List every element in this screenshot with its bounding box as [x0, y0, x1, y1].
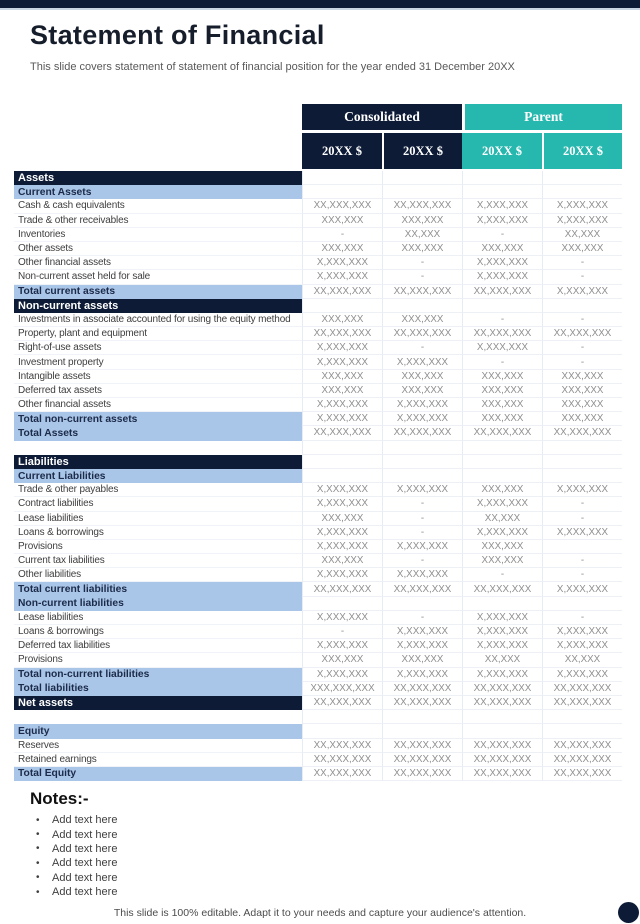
cell-value: - [462, 228, 542, 242]
cell-value: XX,XXX,XXX [302, 327, 382, 341]
table-row [14, 597, 622, 611]
cell-value [542, 710, 622, 724]
subsection-header: Equity [14, 724, 302, 738]
cell-value: XXX,XXX [542, 370, 622, 384]
cell-value: X,XXX,XXX [302, 256, 382, 270]
cell-value: XX,XXX [462, 653, 542, 667]
cell-value: X,XXX,XXX [462, 668, 542, 682]
cell-value: X,XXX,XXX [302, 526, 382, 540]
line-item-label: Other liabilities [14, 568, 302, 582]
table-row [14, 739, 622, 753]
cell-value: - [382, 512, 462, 526]
line-item-label: Contract liabilities [14, 497, 302, 511]
cell-value: X,XXX,XXX [382, 668, 462, 682]
cell-value: XXX,XXX [302, 214, 382, 228]
financial-position-table [14, 104, 622, 781]
table-row [14, 497, 622, 511]
cell-value: - [542, 497, 622, 511]
table-row [14, 512, 622, 526]
cell-value: XXX,XXX [382, 313, 462, 327]
gap-row-label [14, 710, 302, 724]
table-row [14, 398, 622, 412]
cell-value: XXX,XXX [302, 313, 382, 327]
cell-value: - [542, 512, 622, 526]
table-column-header-row [14, 133, 622, 169]
table-row [14, 469, 622, 483]
cell-value: X,XXX,XXX [462, 199, 542, 213]
cell-value: XXX,XXX [542, 412, 622, 426]
table-row [14, 653, 622, 667]
cell-value: X,XXX,XXX [462, 625, 542, 639]
cell-value: X,XXX,XXX [382, 568, 462, 582]
note-item-text: Add text here [52, 814, 118, 827]
cell-value: X,XXX,XXX [542, 639, 622, 653]
cell-value [382, 710, 462, 724]
cell-value [542, 455, 622, 469]
cell-value [542, 597, 622, 611]
cell-value: X,XXX,XXX [302, 497, 382, 511]
table-row [14, 710, 622, 724]
cell-value [302, 597, 382, 611]
cell-value: XX,XXX,XXX [302, 739, 382, 753]
note-item [36, 871, 117, 885]
line-item-label: Current tax liabilities [14, 554, 302, 568]
line-item-label: Cash & cash equivalents [14, 199, 302, 213]
cell-value: XX,XXX [542, 228, 622, 242]
table-row [14, 682, 622, 696]
line-item-label: Deferred tax liabilities [14, 639, 302, 653]
cell-value: XX,XXX,XXX [382, 199, 462, 213]
line-item-label: Deferred tax assets [14, 384, 302, 398]
cell-value: XXX,XXX [462, 398, 542, 412]
subsection-header: Total liabilities [14, 682, 302, 696]
table-row [14, 270, 622, 284]
cell-value [302, 299, 382, 313]
cell-value: XX,XXX,XXX [382, 682, 462, 696]
section-header: Assets [14, 171, 302, 185]
cell-value: XX,XXX,XXX [302, 426, 382, 440]
section-header: Non-current assets [14, 299, 302, 313]
table-row [14, 767, 622, 781]
cell-value: XX,XXX,XXX [302, 753, 382, 767]
note-item [36, 856, 117, 870]
cell-value: XXX,XXX,XXX [302, 682, 382, 696]
note-item [36, 842, 117, 856]
cell-value: XX,XXX,XXX [462, 682, 542, 696]
cell-value [302, 724, 382, 738]
cell-value [542, 185, 622, 199]
cell-value: XX,XXX,XXX [542, 696, 622, 710]
subsection-header: Total non-current assets [14, 412, 302, 426]
cell-value [542, 724, 622, 738]
cell-value: XX,XXX,XXX [382, 582, 462, 596]
cell-value [302, 171, 382, 185]
cell-value: - [542, 270, 622, 284]
table-row [14, 483, 622, 497]
cell-value: XXX,XXX [382, 242, 462, 256]
cell-value: XX,XXX,XXX [462, 767, 542, 781]
cell-value: X,XXX,XXX [302, 483, 382, 497]
cell-value: XX,XXX [542, 653, 622, 667]
line-item-label: Other assets [14, 242, 302, 256]
table-row [14, 554, 622, 568]
table-row [14, 724, 622, 738]
cell-value: - [302, 228, 382, 242]
cell-value: X,XXX,XXX [462, 256, 542, 270]
cell-value: X,XXX,XXX [302, 412, 382, 426]
column-header: 20XX $ [382, 133, 462, 169]
cell-value: XX,XXX,XXX [382, 327, 462, 341]
subsection-header: Total Assets [14, 426, 302, 440]
section-header: Liabilities [14, 455, 302, 469]
cell-value: XXX,XXX [302, 384, 382, 398]
cell-value: XXX,XXX [542, 384, 622, 398]
cell-value: XXX,XXX [302, 512, 382, 526]
cell-value [302, 441, 382, 455]
cell-value: X,XXX,XXX [302, 270, 382, 284]
cell-value [542, 299, 622, 313]
line-item-label: Reserves [14, 739, 302, 753]
cell-value: XX,XXX,XXX [462, 285, 542, 299]
cell-value [542, 540, 622, 554]
cell-value: X,XXX,XXX [542, 199, 622, 213]
cell-value [382, 171, 462, 185]
cell-value: - [382, 611, 462, 625]
cell-value [382, 441, 462, 455]
note-item [36, 827, 117, 841]
cell-value: X,XXX,XXX [382, 625, 462, 639]
cell-value: XX,XXX,XXX [462, 739, 542, 753]
cell-value: XXX,XXX [382, 370, 462, 384]
cell-value: XXX,XXX [462, 242, 542, 256]
cell-value: XX,XXX,XXX [302, 199, 382, 213]
cell-value [302, 710, 382, 724]
bullet-icon: • [36, 857, 40, 869]
cell-value: X,XXX,XXX [462, 639, 542, 653]
line-item-label: Inventories [14, 228, 302, 242]
subsection-header: Total Equity [14, 767, 302, 781]
cell-value: - [382, 554, 462, 568]
cell-value: - [382, 256, 462, 270]
section-header: Net assets [14, 696, 302, 710]
subsection-header: Total non-current liabilities [14, 668, 302, 682]
cell-value: X,XXX,XXX [382, 355, 462, 369]
cell-value: - [382, 270, 462, 284]
cell-value: XX,XXX,XXX [542, 767, 622, 781]
cell-value: XXX,XXX [462, 554, 542, 568]
table-row [14, 228, 622, 242]
cell-value: XX,XXX,XXX [382, 753, 462, 767]
cell-value: X,XXX,XXX [462, 497, 542, 511]
table-row [14, 455, 622, 469]
table-row [14, 341, 622, 355]
cell-value: XX,XXX,XXX [462, 582, 542, 596]
cell-value: - [382, 497, 462, 511]
cell-value: XXX,XXX [302, 653, 382, 667]
page-title: Statement of Financial [30, 20, 325, 50]
cell-value: XX,XXX,XXX [542, 739, 622, 753]
cell-value: XXX,XXX [462, 412, 542, 426]
cell-value [302, 455, 382, 469]
column-header: 20XX $ [462, 133, 542, 169]
line-item-label: Provisions [14, 540, 302, 554]
cell-value: XX,XXX,XXX [382, 426, 462, 440]
table-row [14, 625, 622, 639]
line-item-label: Trade & other payables [14, 483, 302, 497]
table-row [14, 185, 622, 199]
cell-value: XXX,XXX [382, 384, 462, 398]
cell-value: XX,XXX,XXX [542, 426, 622, 440]
line-item-label: Trade & other receivables [14, 214, 302, 228]
cell-value: XX,XXX,XXX [462, 753, 542, 767]
bullet-icon: • [36, 843, 40, 855]
bullet-icon: • [36, 814, 40, 826]
cell-value: XX,XXX,XXX [462, 696, 542, 710]
cell-value: X,XXX,XXX [302, 540, 382, 554]
table-row [14, 242, 622, 256]
table-group-header-row [14, 104, 622, 130]
cell-value [542, 441, 622, 455]
cell-value: XX,XXX,XXX [542, 753, 622, 767]
cell-value: X,XXX,XXX [542, 625, 622, 639]
table-row [14, 540, 622, 554]
note-item-text: Add text here [52, 886, 118, 899]
cell-value: - [382, 341, 462, 355]
cell-value [382, 455, 462, 469]
cell-value: XX,XXX,XXX [302, 767, 382, 781]
table-row [14, 568, 622, 582]
line-item-label: Investment property [14, 355, 302, 369]
note-item [36, 813, 117, 827]
cell-value [302, 185, 382, 199]
cell-value: - [542, 341, 622, 355]
cell-value: XXX,XXX [542, 242, 622, 256]
cell-value [462, 455, 542, 469]
cell-value: XX,XXX,XXX [382, 739, 462, 753]
column-header: 20XX $ [302, 133, 382, 169]
notes-title: Notes:- [30, 789, 89, 808]
cell-value: XX,XXX [462, 512, 542, 526]
table-row [14, 370, 622, 384]
table-row [14, 285, 622, 299]
cell-value [382, 724, 462, 738]
table-row [14, 313, 622, 327]
cell-value [382, 299, 462, 313]
cell-value: XX,XXX,XXX [382, 696, 462, 710]
cell-value: X,XXX,XXX [542, 285, 622, 299]
cell-value: XX,XXX [382, 228, 462, 242]
page-subtitle: This slide covers statement of statement of financial position for the year ended 31 December 20XX [30, 61, 515, 73]
cell-value: X,XXX,XXX [382, 540, 462, 554]
cell-value: - [462, 313, 542, 327]
group-header-parent: Parent [462, 104, 622, 130]
cell-value: X,XXX,XXX [302, 355, 382, 369]
cell-value: X,XXX,XXX [382, 398, 462, 412]
cell-value: XXX,XXX [302, 242, 382, 256]
cell-value: - [462, 568, 542, 582]
top-accent-bar [0, 0, 640, 8]
cell-value: X,XXX,XXX [462, 214, 542, 228]
cell-value [462, 185, 542, 199]
table-row [14, 327, 622, 341]
table-row [14, 299, 622, 313]
table-row [14, 526, 622, 540]
cell-value: X,XXX,XXX [302, 668, 382, 682]
cell-value: X,XXX,XXX [462, 270, 542, 284]
note-item-text: Add text here [52, 871, 118, 884]
cell-value: X,XXX,XXX [382, 639, 462, 653]
cell-value: X,XXX,XXX [302, 341, 382, 355]
subsection-header: Current Assets [14, 185, 302, 199]
cell-value [382, 469, 462, 483]
cell-value: X,XXX,XXX [542, 668, 622, 682]
cell-value: - [542, 554, 622, 568]
bullet-icon: • [36, 872, 40, 884]
cell-value: XX,XXX,XXX [542, 682, 622, 696]
cell-value: XXX,XXX [462, 370, 542, 384]
cell-value [462, 469, 542, 483]
cell-value: X,XXX,XXX [302, 639, 382, 653]
cell-value: X,XXX,XXX [462, 526, 542, 540]
cell-value: - [542, 568, 622, 582]
line-item-label: Other financial assets [14, 398, 302, 412]
cell-value: XXX,XXX [462, 540, 542, 554]
line-item-label: Investments in associate accounted for using the equity method [14, 313, 302, 327]
cell-value: - [542, 611, 622, 625]
cell-value: XXX,XXX [302, 554, 382, 568]
table-row [14, 753, 622, 767]
line-item-label: Lease liabilities [14, 512, 302, 526]
bullet-icon: • [36, 886, 40, 898]
cell-value: X,XXX,XXX [462, 341, 542, 355]
subsection-header: Current Liabilities [14, 469, 302, 483]
cell-value: - [302, 625, 382, 639]
cell-value: XX,XXX,XXX [542, 327, 622, 341]
line-item-label: Loans & borrowings [14, 625, 302, 639]
line-item-label: Retained earnings [14, 753, 302, 767]
cell-value [382, 597, 462, 611]
cell-value [542, 469, 622, 483]
cell-value: X,XXX,XXX [542, 214, 622, 228]
table-row [14, 199, 622, 213]
cell-value [462, 171, 542, 185]
table-row [14, 214, 622, 228]
table-row [14, 384, 622, 398]
cell-value: - [382, 526, 462, 540]
cell-value: XX,XXX,XXX [382, 767, 462, 781]
cell-value: XX,XXX,XXX [302, 285, 382, 299]
note-item-text: Add text here [52, 842, 118, 855]
line-item-label: Other financial assets [14, 256, 302, 270]
cell-value [462, 441, 542, 455]
table-row [14, 639, 622, 653]
corner-dot-decoration [618, 902, 639, 923]
cell-value: - [462, 355, 542, 369]
cell-value [462, 724, 542, 738]
cell-value: X,XXX,XXX [462, 611, 542, 625]
cell-value [302, 469, 382, 483]
cell-value: X,XXX,XXX [302, 568, 382, 582]
bullet-icon: • [36, 829, 40, 841]
table-row [14, 426, 622, 440]
table-row [14, 441, 622, 455]
top-accent-underline [0, 8, 640, 10]
cell-value: XX,XXX,XXX [302, 696, 382, 710]
subsection-header: Total current liabilities [14, 582, 302, 596]
cell-value: XXX,XXX [382, 214, 462, 228]
table-row [14, 412, 622, 426]
line-item-label: Lease liabilities [14, 611, 302, 625]
cell-value: X,XXX,XXX [302, 398, 382, 412]
column-header: 20XX $ [542, 133, 622, 169]
cell-value: XXX,XXX [382, 653, 462, 667]
cell-value: X,XXX,XXX [542, 582, 622, 596]
cell-value: XXX,XXX [542, 398, 622, 412]
group-header-consolidated: Consolidated [302, 104, 462, 130]
cell-value: X,XXX,XXX [382, 412, 462, 426]
cell-value: - [542, 313, 622, 327]
table-row [14, 582, 622, 596]
table-body [14, 171, 622, 781]
cell-value [462, 299, 542, 313]
cell-value: XXX,XXX [462, 483, 542, 497]
cell-value: XX,XXX,XXX [462, 426, 542, 440]
line-item-label: Property, plant and equipment [14, 327, 302, 341]
table-row [14, 256, 622, 270]
line-item-label: Provisions [14, 653, 302, 667]
gap-row-label [14, 441, 302, 455]
cell-value: XX,XXX,XXX [382, 285, 462, 299]
cell-value [382, 185, 462, 199]
note-item [36, 885, 117, 899]
cell-value: XX,XXX,XXX [302, 582, 382, 596]
cell-value: X,XXX,XXX [542, 483, 622, 497]
cell-value: X,XXX,XXX [382, 483, 462, 497]
cell-value: XXX,XXX [302, 370, 382, 384]
note-item-text: Add text here [52, 857, 118, 870]
cell-value [462, 597, 542, 611]
subsection-header: Non-current liabilities [14, 597, 302, 611]
table-row [14, 171, 622, 185]
table-row [14, 611, 622, 625]
footer-text: This slide is 100% editable. Adapt it to your needs and capture your audience's attention. [113, 907, 527, 919]
cell-value: XXX,XXX [462, 384, 542, 398]
cell-value: - [542, 355, 622, 369]
note-item-text: Add text here [52, 828, 118, 841]
line-item-label: Loans & borrowings [14, 526, 302, 540]
subsection-header: Total current assets [14, 285, 302, 299]
line-item-label: Intangible assets [14, 370, 302, 384]
cell-value: X,XXX,XXX [542, 526, 622, 540]
table-row [14, 696, 622, 710]
cell-value [462, 710, 542, 724]
table-row [14, 355, 622, 369]
cell-value: - [542, 256, 622, 270]
cell-value: X,XXX,XXX [302, 611, 382, 625]
line-item-label: Non-current asset held for sale [14, 270, 302, 284]
cell-value [542, 171, 622, 185]
cell-value: XX,XXX,XXX [462, 327, 542, 341]
line-item-label: Right-of-use assets [14, 341, 302, 355]
notes-list [36, 813, 117, 899]
table-row [14, 668, 622, 682]
